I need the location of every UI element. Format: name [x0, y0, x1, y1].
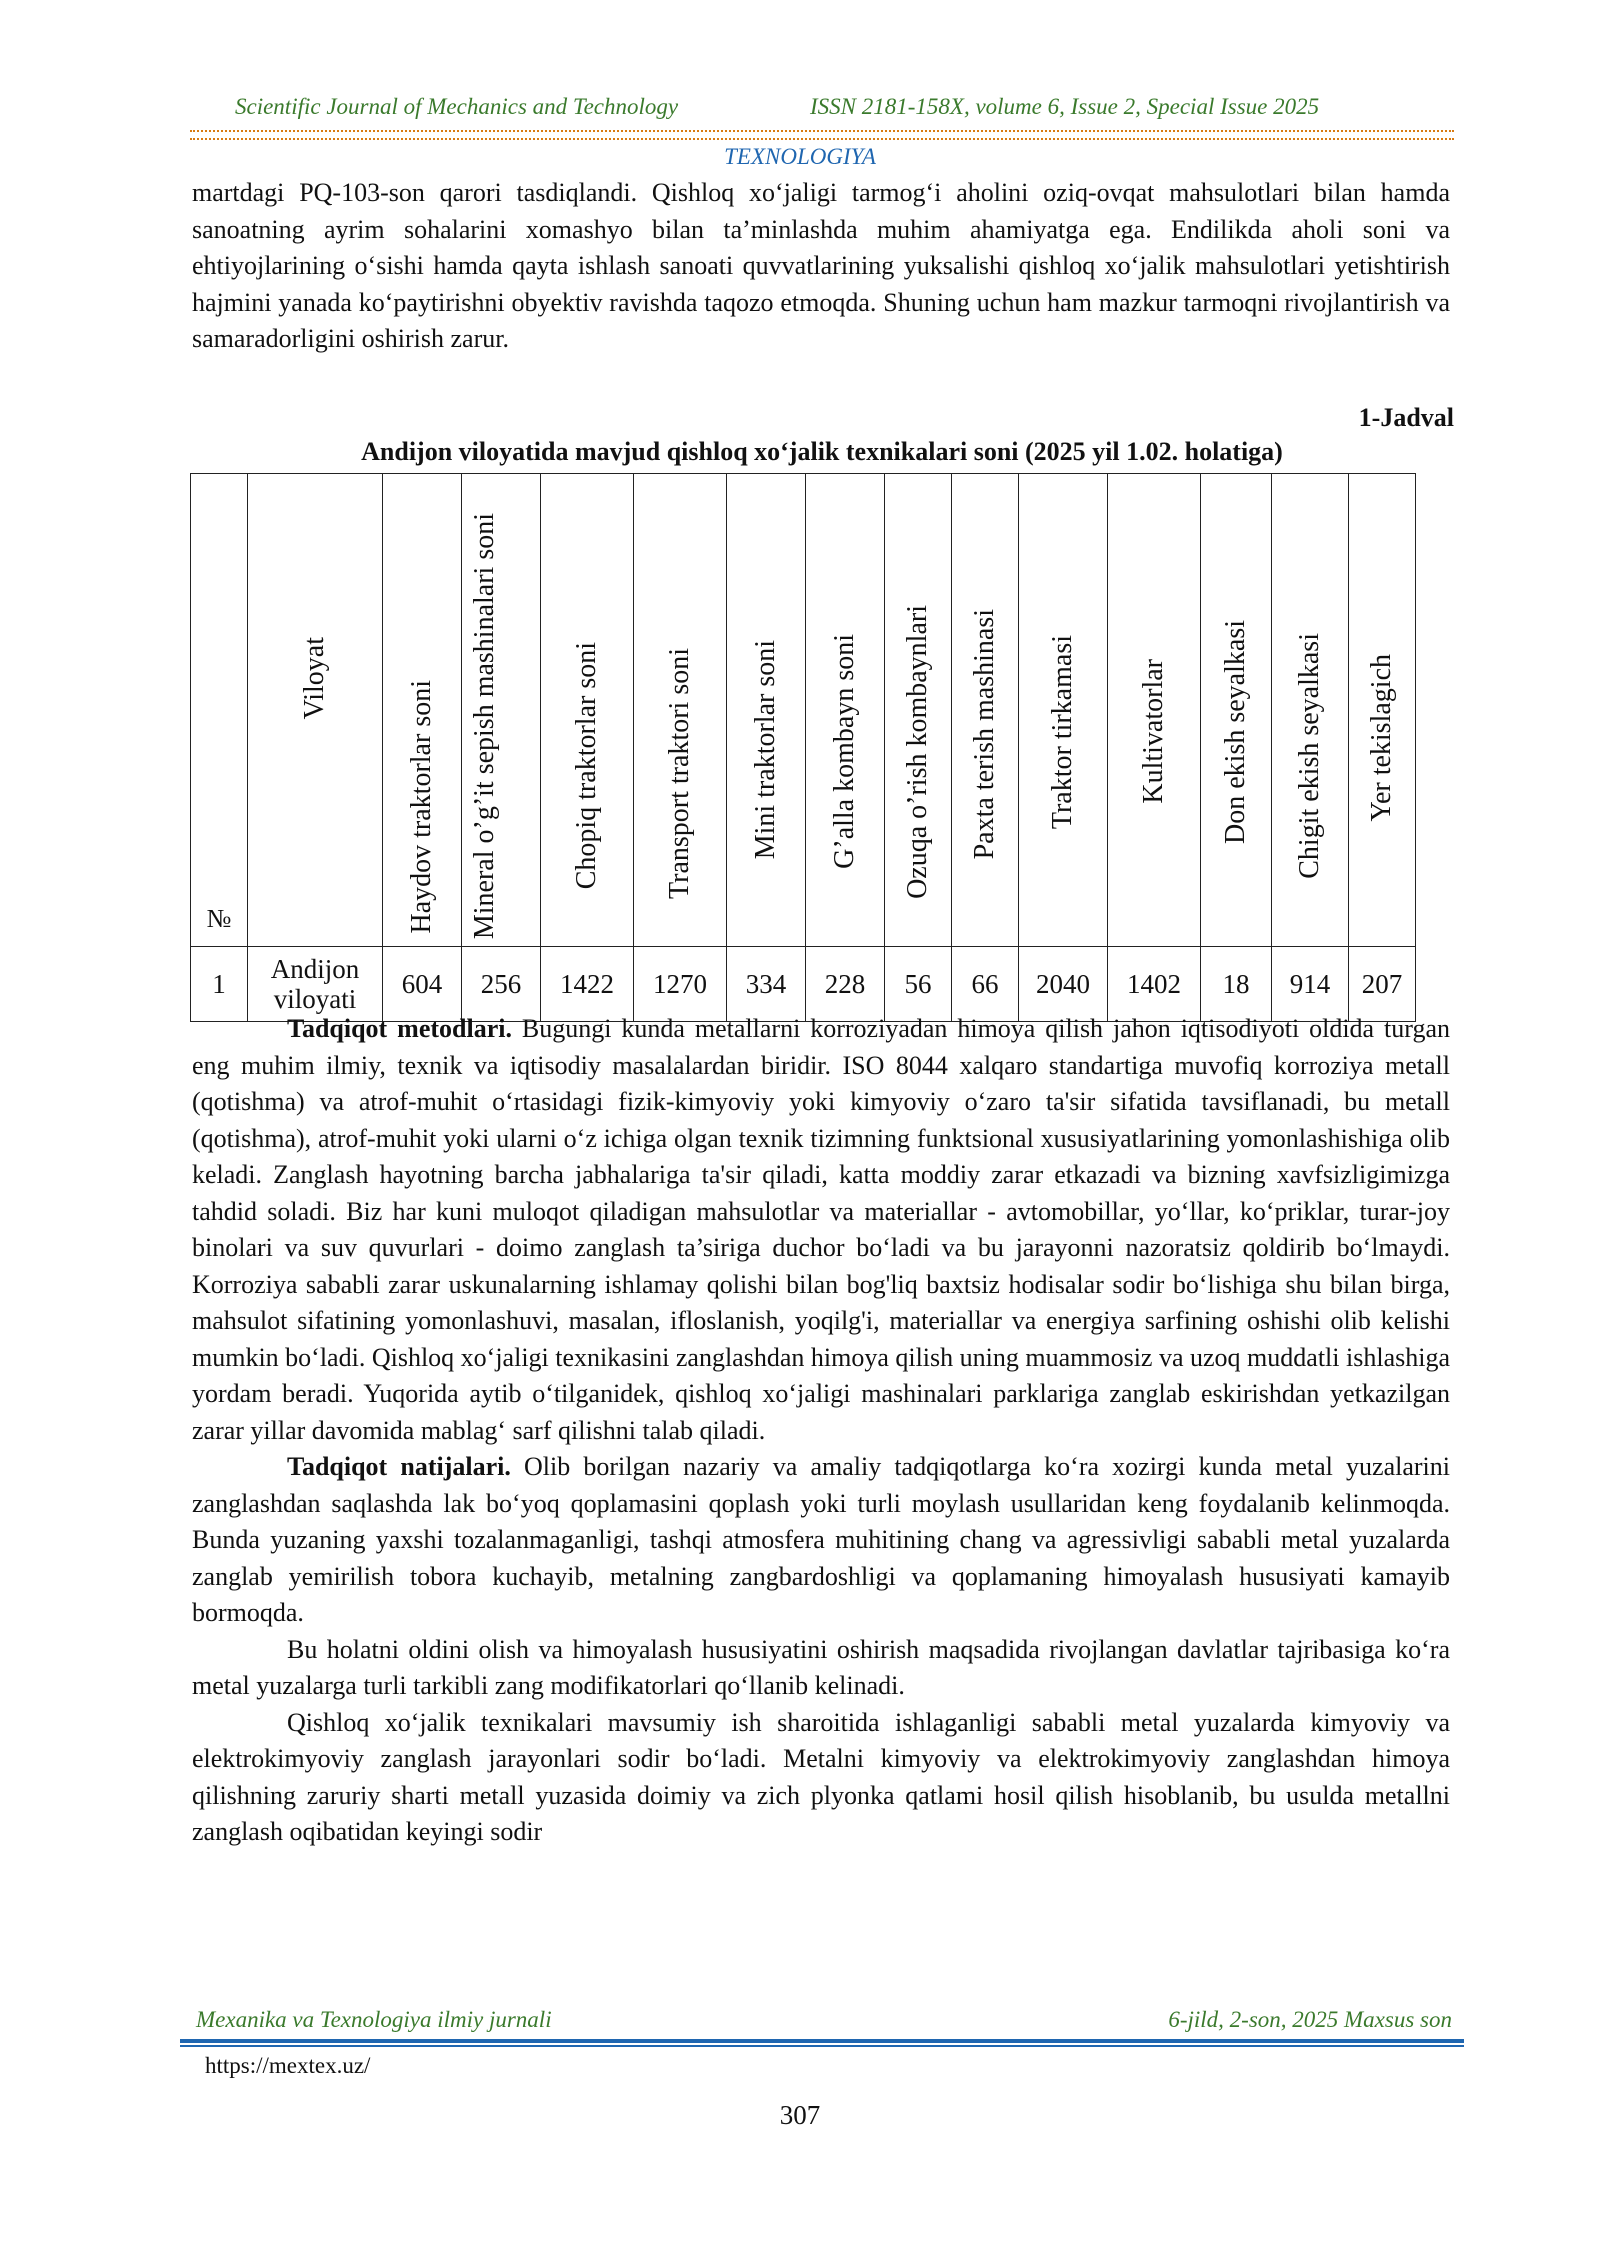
footer-divider-thin: [180, 2045, 1464, 2047]
table-cell: 334: [727, 947, 806, 1022]
header-text: Traktor tirkamasi: [1047, 634, 1079, 829]
header-text: Don ekish seyalkasi: [1220, 620, 1252, 844]
header-text: Yer tekislagich: [1366, 653, 1398, 821]
body-text: [192, 1011, 1450, 1851]
header-text: Transport traktori soni: [664, 648, 696, 899]
header-text: G’alla kombayn soni: [829, 634, 861, 869]
table-cell: 1402: [1108, 947, 1201, 1022]
table-cell: 2040: [1019, 947, 1108, 1022]
table-cell: 56: [885, 947, 952, 1022]
cell-number: 1: [191, 947, 248, 1022]
table-cell: 256: [462, 947, 541, 1022]
region-line2: viloyati: [273, 984, 357, 1014]
paragraph-3: Qishloq xo‘jalik texnikalari mavsumiy ish sharoitida ishlaganligi sababli metal yuzalarda kimyoviy va elektrokimyoviy zanglash jarayonlari sodir bo‘ladi. Metalni kimyoviy va elektrokimyoviy zanglashdan himoya qilishning zaruriy sharti metall yuzasida doimiy va zich plyonka qatlami hosil qilish hisoblanib, bu usulda metallni zanglash oqibatidan keyingi sodir: [192, 1707, 1450, 1846]
table-caption: Andijon viloyatida mavjud qishloq xo‘jalik texnikalari soni (2025 yil 1.02. holatiga): [361, 437, 1283, 466]
region-line1: Andijon: [270, 954, 360, 984]
methods-paragraph: [192, 1011, 1450, 1449]
header-text: Mini traktorlar soni: [750, 639, 782, 859]
header-text: Chigit ekish seyalkasi: [1294, 633, 1326, 879]
footer-divider: [180, 2039, 1464, 2043]
col-region: [248, 474, 383, 947]
table-cell: 914: [1272, 947, 1349, 1022]
col-header: [541, 474, 634, 947]
col-header: [1201, 474, 1272, 947]
header-text: Mineral o’g’it sepish mashinalari soni: [469, 512, 500, 939]
col-header: [1272, 474, 1349, 947]
results-text: Olib borilgan nazariy va amaliy tadqiqotlarga ko‘ra xozirgi kunda metal yuzalarini zanglashdan saqlashda lak bo‘yoq qoplamasini qoplash yoki turli moylash usullaridan keng foydalanib kelinmoqda. Bunda yuzaning yaxshi tozalanmaganligi, tashqi atmosfera muhitining chang va agressivligi sababli metal yuzalarda zanglab yemirilish tobora kuchayib, metalning zangbardoshligi va qoplamaning himoyalash hususiyati kamayib bormoqda.: [192, 1452, 1450, 1627]
running-footer: [196, 2007, 1452, 2033]
col-header: [634, 474, 727, 947]
table-header-row: [191, 474, 1416, 947]
col-header: [952, 474, 1019, 947]
intro-paragraph: [192, 175, 1450, 358]
table-cell: 604: [383, 947, 462, 1022]
header-text: Viloyat: [299, 636, 331, 719]
number-header-text: №: [206, 904, 232, 933]
col-header: [462, 474, 541, 947]
results-heading: Tadqiqot natijalari.: [287, 1452, 511, 1481]
col-header: [727, 474, 806, 947]
table-cell: 18: [1201, 947, 1272, 1022]
paragraph-2: Bu holatni oldini olish va himoyalash hususiyatini oshirish maqsadida rivojlangan davlatlar tajribasiga ko‘ra metal yuzalarga turli tarkibli zang modifikatorlari qo‘llanib kelinadi.: [192, 1634, 1450, 1700]
footer-journal: Mexanika va Texnologiya ilmiy jurnali: [196, 2007, 552, 2032]
table-label: 1-Jadval: [1358, 403, 1454, 432]
header-text: Ozuqa o’rish kombaynlari: [902, 605, 934, 899]
header-divider: [190, 130, 1454, 140]
header-text: Haydov traktorlar soni: [406, 679, 438, 933]
intro-text: martdagi PQ-103-son qarori tasdiqlandi. Qishloq xo‘jaligi tarmog‘i aholini oziq-ovqat mahsulotlari bilan hamda sanoatning ayrim sohalarini xomashyo bilan ta’minlashda muhim ahamiyatga ega. Endilikda aholi soni va ehtiyojlarining o‘sishi hamda qayta ishlash sanoati quvvatlarining yuksalishi qishloq xo‘jalik mahsulotlari yetishtirish hajmini yanada ko‘paytirishni obyektiv ravishda taqozo etmoqda. Shuning uchun ham mazkur tarmoqni rivojlantirish va samaradorligini oshirish zarur.: [192, 178, 1450, 353]
header-text: Chopiq traktorlar soni: [571, 641, 603, 889]
col-header: [885, 474, 952, 947]
footer-volume: 6-jild, 2-son, 2025 Maxsus son: [1168, 2007, 1452, 2032]
methods-text: Bugungi kunda metallarni korroziyadan himoya qilish jahon iqtisodiyoti oldida turgan eng muhim ilmiy, texnik va iqtisodiy masalalardan biridir. ISO 8044 xalqaro standartiga muvofiq korroziya metall (qotishma) va atrof-muhit o‘rtasidagi fizik-kimyoviy yoki kimyoviy o‘zaro ta'sir sifatida tavsiflanadi, bu metall (qotishma), atrof-muhit yoki ularni o‘z ichiga olgan texnik tizimning funktsional xususiyatlarining yomonlashishiga olib keladi. Zanglash hayotning barcha jabhalariga ta'sir qiladi, katta moddiy zarar etkazadi va bizning xavfsizligimizga tahdid soladi. Biz har kuni muloqot qiladigan mahsulotlar va materiallar - avtomobillar, yo‘llar, ko‘priklar, turar-joy binolari va suv quvurlari - doimo zanglash ta’siriga duchor bo‘ladi va bu jarayonni nazoratsiz qoldirib bo‘lmaydi. Korroziya sababli zarar uskunalarning ishlamay qolishi bilan bog'liq baxtsiz hodisalar sodir bo‘lishiga shu bilan birga, mahsulot sifatining yomonlashuvi, masalan, ifloslanish, yoqilg'i, materiallar va energiya sarfining oshishi olib kelishi mumkin bo‘ladi. Qishloq xo‘jaligi texnikasini zanglashdan himoya qilish uning muammosiz va uzoq muddatli ishlashiga yordam beradi. Yuqorida aytib o‘tilganidek, qishloq xo‘jaligi mashinalari parklariga zanglab eskirishdan yetkazilgan zarar yillar davomida mablag‘ sarf qilishni talab qiladi.: [192, 1014, 1450, 1445]
table-cell: 1270: [634, 947, 727, 1022]
results-paragraph: [192, 1449, 1450, 1632]
section-label: TEXNOLOGIYA: [724, 144, 876, 169]
col-number: [191, 474, 248, 947]
table-cell: 66: [952, 947, 1019, 1022]
col-header: [1349, 474, 1416, 947]
journal-url[interactable]: https://mextex.uz/: [205, 2053, 371, 2078]
col-header: [1019, 474, 1108, 947]
issn-info: ISSN 2181-158X, volume 6, Issue 2, Special Issue 2025: [810, 94, 1320, 119]
table-cell: 228: [806, 947, 885, 1022]
header-text: Paxta terish mashinasi: [969, 608, 1001, 859]
col-header: [806, 474, 885, 947]
journal-title: Scientific Journal of Mechanics and Technology: [235, 94, 679, 119]
col-header: [383, 474, 462, 947]
col-header: [1108, 474, 1201, 947]
table-cell: 207: [1349, 947, 1416, 1022]
header-text: Kultivatorlar: [1138, 659, 1170, 804]
table-cell: 1422: [541, 947, 634, 1022]
page-number: 307: [779, 2100, 821, 2130]
methods-heading: Tadqiqot metodlari.: [287, 1014, 512, 1043]
machinery-table: [190, 473, 1416, 1022]
